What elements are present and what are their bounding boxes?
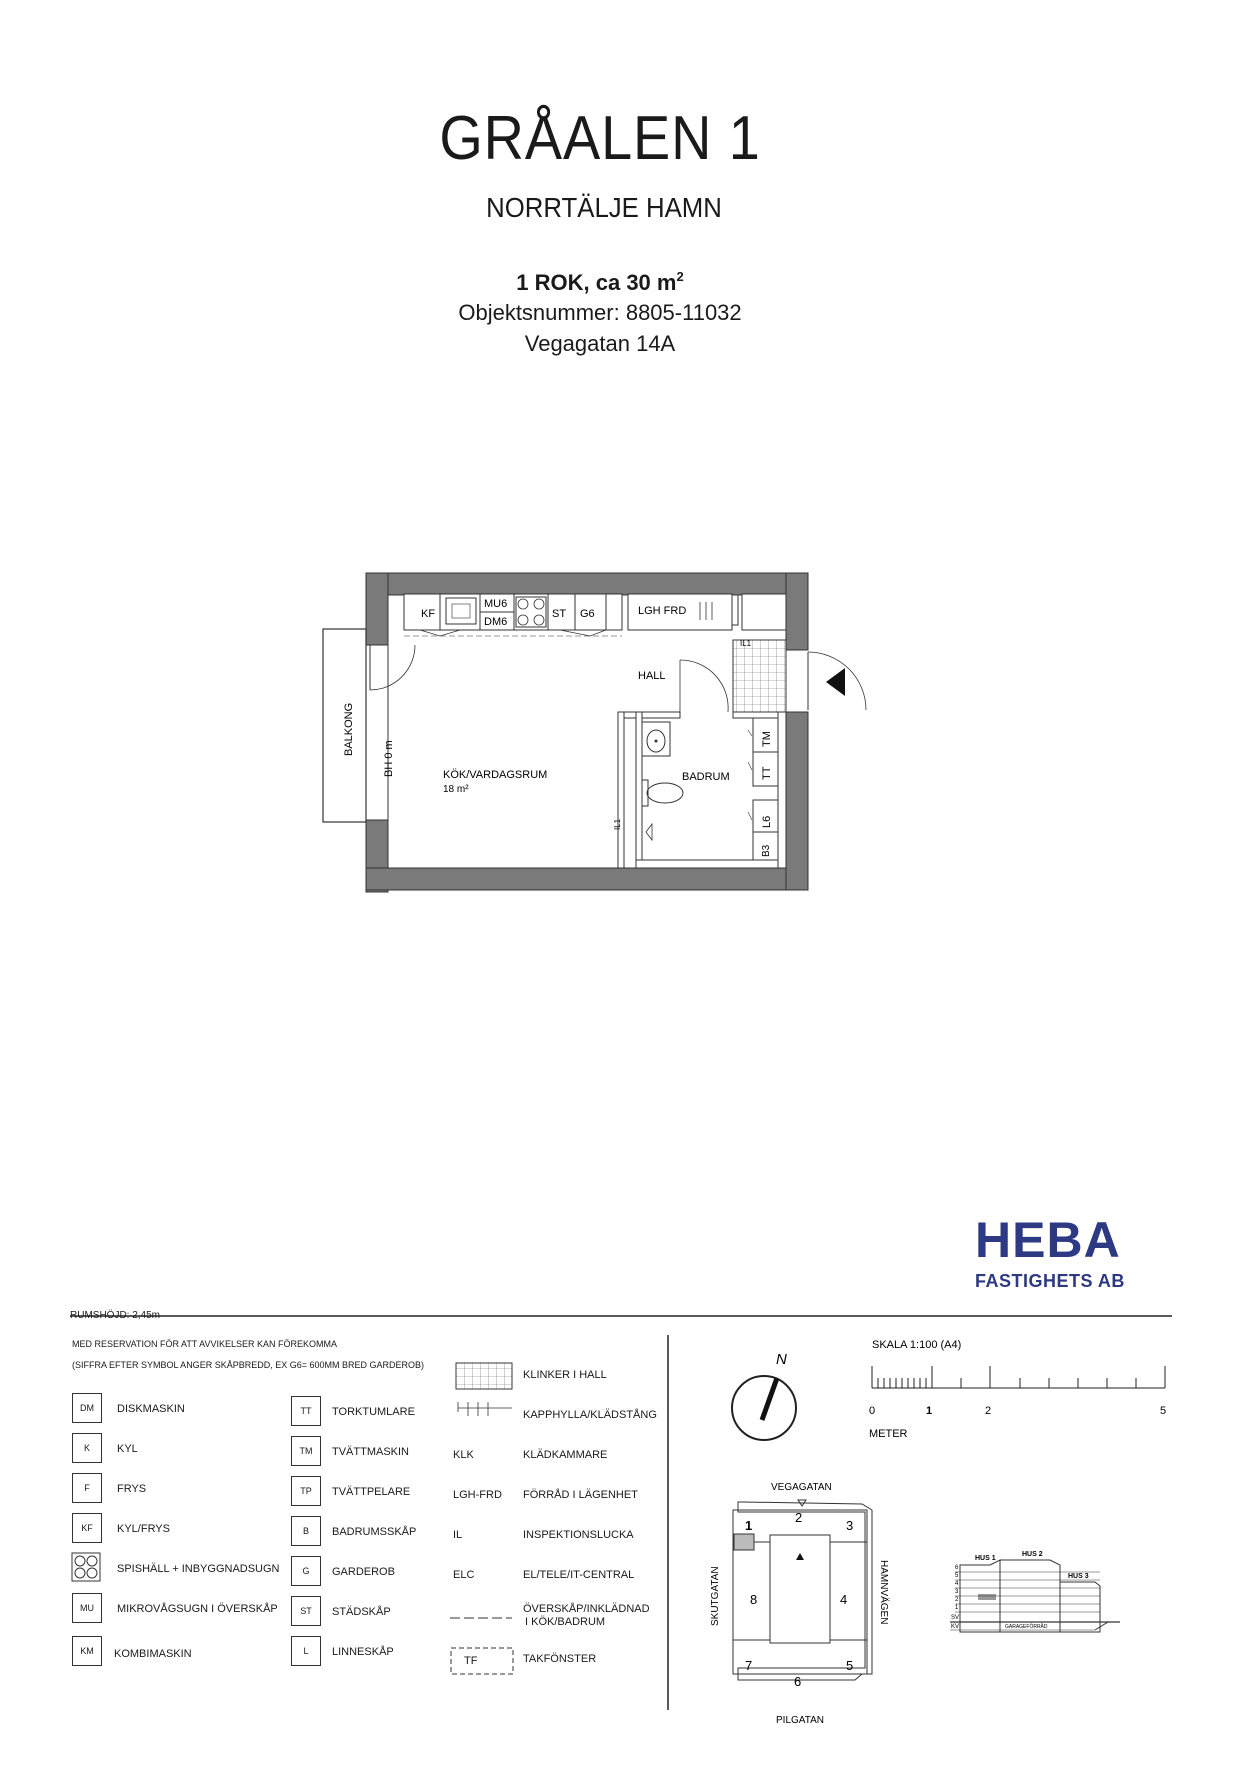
- page-title: GRÅALEN 1: [439, 104, 761, 173]
- site-number-1: 1: [745, 1518, 753, 1533]
- logo-subtitle: FASTIGHETS AB: [975, 1271, 1125, 1291]
- section-floor-5: 5: [955, 1573, 959, 1579]
- apartment-type-sup: 2: [676, 269, 684, 284]
- plan-label-il1-side: IL1: [613, 818, 622, 830]
- legend-label-tvattpelare: TVÄTTPELARE: [332, 1486, 411, 1498]
- bath-door-swing: [680, 660, 728, 712]
- plan-label-tt: TT: [761, 766, 773, 780]
- legend-code-elc: ELC: [453, 1569, 475, 1581]
- legend-code-tt: TT: [291, 1396, 321, 1426]
- legend-code-k: K: [72, 1433, 102, 1463]
- plan-label-mu6: MU6: [484, 598, 508, 610]
- stove-icon: [72, 1553, 100, 1581]
- legend-label-tvattmaskin: TVÄTTMASKIN: [332, 1446, 410, 1458]
- legend-label-inspektionslucka: INSPEKTIONSLUCKA: [523, 1529, 634, 1541]
- plan-label-st: ST: [552, 608, 567, 620]
- legend-code-klk: KLK: [453, 1449, 474, 1461]
- plan-label-g6: G6: [580, 608, 595, 620]
- legend-code-kf: KF: [72, 1513, 102, 1543]
- plan-label-l6: L6: [761, 815, 773, 828]
- address: Vegagatan 14A: [524, 331, 676, 356]
- legend-label-frys: FRYS: [117, 1483, 147, 1495]
- legend-label-spishall: SPISHÄLL + INBYGGNADSUGN: [117, 1563, 280, 1575]
- section-diagram: [950, 1551, 1120, 1632]
- legend-code-il: IL: [453, 1529, 463, 1541]
- plan-label-b3: B3: [761, 844, 772, 857]
- logo-heba: HEBA: [975, 1212, 1121, 1268]
- scale-tick-1: 1: [926, 1405, 933, 1417]
- klinker-icon: [456, 1363, 512, 1389]
- compass-north-label: N: [776, 1351, 787, 1368]
- scale-title: SKALA 1:100 (A4): [872, 1339, 962, 1351]
- site-number-6: 6: [794, 1674, 802, 1689]
- site-number-3: 3: [846, 1518, 854, 1533]
- site-number-4: 4: [840, 1592, 848, 1607]
- legend-code-mu: MU: [72, 1593, 102, 1623]
- legend-code-tm: TM: [291, 1436, 321, 1466]
- plan-label-il1-top: IL1: [740, 639, 752, 648]
- legend-label-overskap-2: I KÖK/BADRUM: [525, 1616, 606, 1628]
- legend-label-elc: EL/TELE/IT-CENTRAL: [523, 1569, 635, 1581]
- legend-code-st: ST: [291, 1596, 321, 1626]
- section-floor-sv: SV: [951, 1615, 960, 1621]
- legend-label-kladkammare: KLÄDKAMMARE: [523, 1449, 608, 1461]
- plan-label-badrum: BADRUM: [682, 771, 730, 783]
- legend-code-f: F: [72, 1473, 102, 1503]
- legend-label-stadskap: STÄDSKÅP: [332, 1606, 391, 1618]
- section-floor-3: 3: [955, 1589, 959, 1595]
- room-height: RUMSHÖJD: 2,45m: [70, 1310, 161, 1321]
- section-floor-kv: KV: [951, 1624, 960, 1630]
- hall-tiles: [733, 640, 786, 712]
- scale-tick-0: 0: [869, 1405, 876, 1417]
- site-number-2: 2: [795, 1510, 803, 1525]
- legend-code-tp: TP: [291, 1476, 321, 1506]
- section-floor-6: 6: [955, 1565, 959, 1571]
- section-floor-2: 2: [955, 1597, 959, 1603]
- balcony-door-swing: [370, 645, 415, 690]
- plan-label-living: KÖK/VARDAGSRUM: [443, 769, 548, 781]
- legend-label-takfonster: TAKFÖNSTER: [523, 1653, 597, 1665]
- bathroom-fixtures: [642, 718, 778, 860]
- scale-tick-2: 2: [985, 1405, 992, 1417]
- section-hus1: HUS 1: [975, 1555, 996, 1562]
- legend-code-km: KM: [72, 1636, 102, 1666]
- legend-code-lgh-frd: LGH-FRD: [453, 1489, 502, 1501]
- takfonster-icon: [451, 1648, 513, 1674]
- section-hus2: HUS 2: [1022, 1551, 1043, 1558]
- plan-label-living-area: 18 m²: [443, 784, 469, 795]
- compass: [732, 1351, 796, 1440]
- site-west-street: SKUTGATAN: [710, 1566, 721, 1626]
- site-number-5: 5: [846, 1658, 854, 1673]
- page-subtitle: NORRTÄLJE HAMN: [486, 192, 722, 223]
- scale-unit: METER: [869, 1428, 908, 1440]
- apartment-type-text: 1 ROK, ca 30 m: [516, 270, 677, 295]
- site-number-8: 8: [750, 1592, 758, 1607]
- legend-code-dm: DM: [72, 1393, 102, 1423]
- legend-label-overskap: ÖVERSKÅP/INKLÄDNAD: [523, 1603, 650, 1615]
- legend-label-mikro: MIKROVÅGSUGN I ÖVERSKÅP: [117, 1603, 278, 1615]
- section-floor-4: 4: [955, 1581, 959, 1587]
- plan-label-bh: BH 0 m: [383, 740, 395, 777]
- scale-tick-5: 5: [1160, 1405, 1167, 1417]
- legend-code-l: L: [291, 1636, 321, 1666]
- entrance-arrow-icon: [826, 668, 845, 696]
- legend-label-diskmaskin: DISKMASKIN: [117, 1403, 185, 1415]
- scale-bar: [869, 1339, 1166, 1440]
- hall-cabinet: [742, 594, 786, 630]
- legend-code-g: G: [291, 1556, 321, 1586]
- legend-label-klinker: KLINKER I HALL: [523, 1369, 607, 1381]
- legend-label-kylfrys: KYL/FRYS: [117, 1523, 170, 1535]
- plan-label-balkong: BALKONG: [343, 702, 355, 756]
- legend-label-kapphylla: KAPPHYLLA/KLÄDSTÅNG: [523, 1409, 657, 1421]
- legend-note-1: MED RESERVATION FÖR ATT AVVIKELSER KAN FÖREKOMMA: [72, 1339, 338, 1349]
- legend-note-2: (SIFFRA EFTER SYMBOL ANGER SKÅPBREDD, EX G6= 600MM BRED GARDEROB): [72, 1360, 424, 1370]
- legend-label-kombi: KOMBIMASKIN: [114, 1648, 192, 1660]
- plan-label-tm: TM: [761, 731, 773, 747]
- site-number-7: 7: [745, 1658, 753, 1673]
- site-north-street: VEGAGATAN: [771, 1482, 832, 1493]
- site-east-street: HAMNVÄGEN: [878, 1560, 889, 1625]
- section-garage: GARAGEFÖRRÅD: [1005, 1624, 1048, 1630]
- legend-label-badrumsskap: BADRUMSSKÅP: [332, 1526, 417, 1538]
- legend-label-torktumlare: TORKTUMLARE: [332, 1406, 415, 1418]
- site-map: [710, 1482, 890, 1726]
- legend-label-forrad: FÖRRÅD I LÄGENHET: [523, 1489, 638, 1501]
- section-hus3: HUS 3: [1068, 1573, 1089, 1580]
- plan-label-lgh-frd: LGH FRD: [638, 605, 687, 617]
- legend-label-garderob: GARDEROB: [332, 1566, 395, 1578]
- site-south-street: PILGATAN: [776, 1715, 824, 1726]
- legend-label-linneskap: LINNESKÅP: [332, 1646, 394, 1658]
- object-number: Objektsnummer: 8805-11032: [458, 300, 742, 325]
- kapphylla-icon: [458, 1402, 512, 1416]
- legend-code-b: B: [291, 1516, 321, 1546]
- legend-label-kyl: KYL: [117, 1443, 138, 1455]
- plan-label-dm6: DM6: [484, 616, 508, 628]
- plan-label-hall: HALL: [638, 670, 666, 682]
- plan-label-kf: KF: [421, 608, 436, 620]
- section-floor-1: 1: [955, 1605, 959, 1611]
- legend-code-tf: TF: [464, 1655, 478, 1667]
